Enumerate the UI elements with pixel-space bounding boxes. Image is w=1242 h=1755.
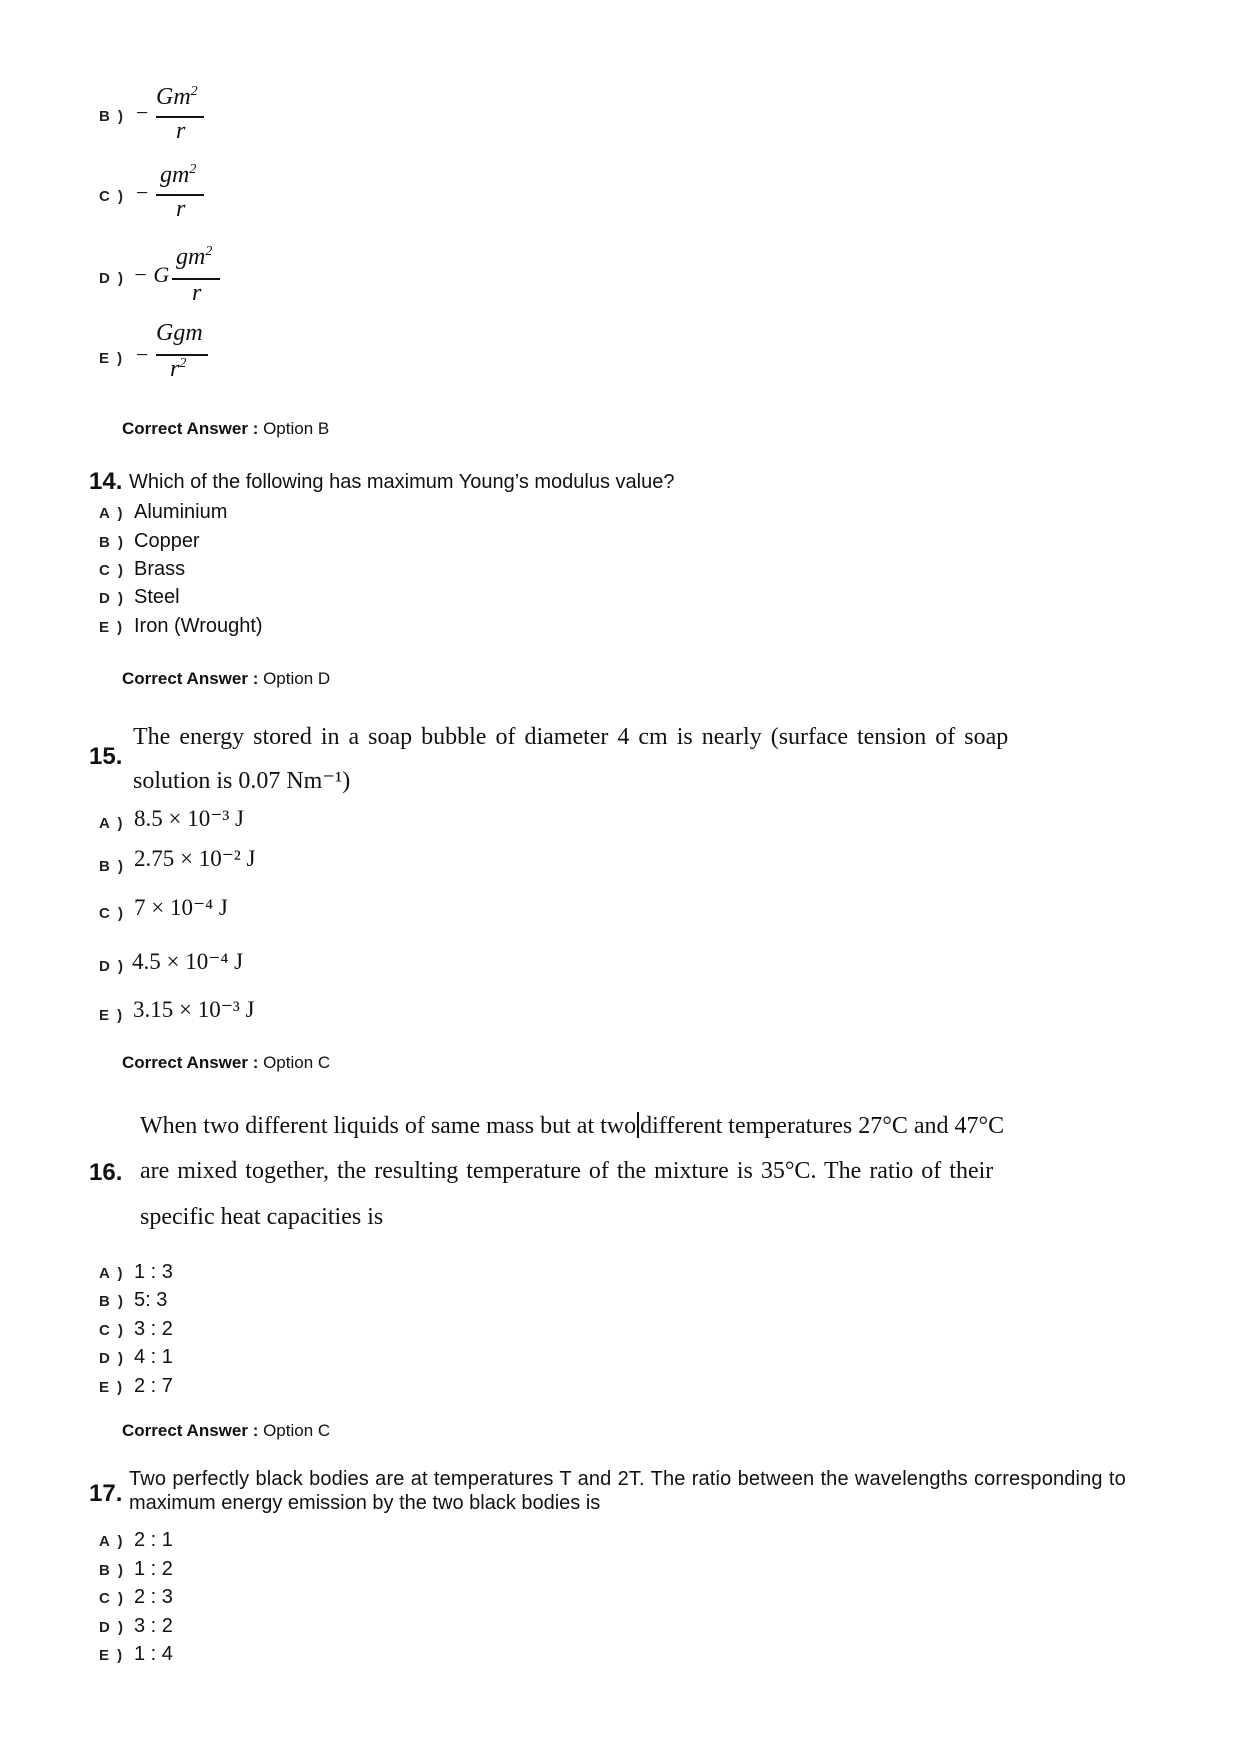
option-text: 3 : 2 [134,1615,173,1637]
option-letter: E ) [99,1379,125,1396]
question-text-line-3: specific heat capacities is [140,1204,384,1230]
q15-correct-answer [122,1053,330,1073]
answer-value: Option B [258,419,330,438]
question-number: 16. [89,1159,123,1186]
option-letter: E ) [99,1007,125,1024]
answer-value: Option D [258,669,331,688]
answer-label: Correct Answer : [122,1421,259,1440]
option-letter: B ) [99,108,125,125]
option-text: 3 : 2 [134,1318,173,1340]
fraction [156,82,208,148]
option-letter: E ) [99,1647,125,1664]
option-letter: D ) [99,1619,125,1636]
option-text: 7 × 10⁻⁴ J [134,895,228,920]
option-text: 2 : 7 [134,1375,173,1397]
option-text: Iron (Wrought) [134,615,263,637]
numerator: gm [176,244,206,270]
numerator-exponent: 2 [189,162,197,177]
question-text: Which of the following has maximum Young’s modulus value? [129,471,675,493]
option-text: 4 : 1 [134,1346,173,1368]
option-text: 2.75 × 10⁻² J [134,846,256,871]
option-text: 3.15 × 10⁻³ J [133,997,255,1022]
option-letter: B ) [99,1562,125,1579]
q13-correct-answer [122,419,329,439]
option-text: Brass [134,558,186,580]
answer-value: Option C [258,1053,331,1072]
q14-correct-answer [122,669,330,689]
question-text-line-1: Two perfectly black bodies are at temperatures T and 2T. The ratio between the wavelengths corresponding to [129,1468,1126,1490]
option-letter: A ) [99,505,125,522]
fraction [172,242,224,308]
denominator: r [176,118,186,144]
option-letter: B ) [99,1293,125,1310]
denominator: r [176,196,186,222]
numerator: Ggm [156,320,203,346]
answer-label: Correct Answer : [122,419,259,438]
option-letter: A ) [99,1533,125,1550]
option-letter: C ) [99,562,125,579]
minus-g: − G [133,262,170,287]
option-letter: C ) [99,188,125,205]
option-text: 2 : 1 [134,1529,173,1551]
answer-label: Correct Answer : [122,1053,259,1072]
minus-sign: − [136,180,149,205]
option-text: 1 : 4 [134,1643,173,1665]
option-text: Copper [134,530,200,552]
denominator: r [192,280,202,306]
option-letter: B ) [99,858,125,875]
option-text: 1 : 2 [134,1558,173,1580]
denominator-exponent: 2 [179,356,187,371]
option-letter: D ) [99,958,125,975]
q16-correct-answer [122,1421,330,1441]
text-cursor [637,1112,639,1138]
minus-sign: − [136,100,149,125]
minus-sign: − [136,342,149,367]
option-letter: A ) [99,815,125,832]
option-text: 2 : 3 [134,1586,173,1608]
numerator-exponent: 2 [205,244,213,259]
question-number: 14. [89,468,123,495]
question-text-line-2: solution is 0.07 Nm⁻¹) [133,768,351,794]
question-number: 15. [89,743,123,770]
denominator: r [170,356,180,382]
option-text: 4.5 × 10⁻⁴ J [132,949,244,974]
numerator: gm [160,162,190,188]
numerator: Gm [156,84,191,110]
question-text-line-1-part-1: When two different liquids of same mass but at two [140,1113,637,1139]
option-letter: A ) [99,1265,125,1282]
question-text-line-1 [140,1112,1004,1140]
option-letter: E ) [99,350,125,367]
question-text-line-2: are mixed together, the resulting temperature of the mixture is 35°C. The ratio of their [140,1158,994,1184]
question-text-line-1-part-2: different temperatures 27°C and 47°C [640,1113,1005,1139]
question-text-line-1: The energy stored in a soap bubble of diameter 4 cm is nearly (surface tension of soap [133,724,1009,750]
option-letter: D ) [99,270,125,287]
answer-value: Option C [258,1421,331,1440]
option-text: Aluminium [134,501,228,523]
numerator-exponent: 2 [190,84,198,99]
option-letter: C ) [99,905,125,922]
option-letter: C ) [99,1322,125,1339]
question-number: 17. [89,1480,123,1507]
option-text: 5: 3 [134,1289,168,1311]
fraction [156,318,216,388]
option-letter: E ) [99,619,125,636]
question-text-line-2: maximum energy emission by the two black bodies is [129,1492,601,1514]
option-letter: D ) [99,590,125,607]
option-text: 8.5 × 10⁻³ J [134,806,244,831]
option-letter: D ) [99,1350,125,1367]
option-text: 1 : 3 [134,1261,173,1283]
answer-label: Correct Answer : [122,669,259,688]
fraction [156,160,208,226]
option-text: Steel [134,586,180,608]
option-letter: B ) [99,534,125,551]
option-letter: C ) [99,1590,125,1607]
